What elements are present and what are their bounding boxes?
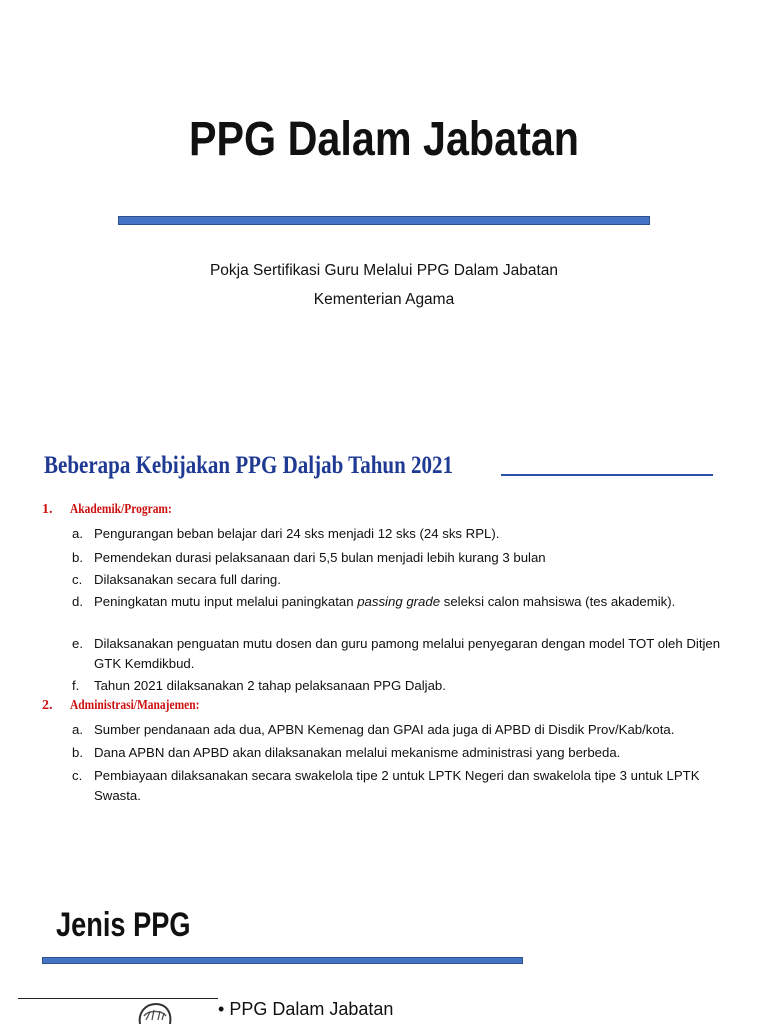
list-item [72, 766, 732, 806]
item-letter: d. [72, 594, 83, 609]
item-letter: f. [72, 678, 80, 693]
subtitle-line-2: Kementerian Agama [313, 291, 455, 308]
jenis-heading: Jenis PPG [56, 906, 191, 944]
item-text-after: seleksi calon mahsiswa (tes akademik). [440, 594, 676, 609]
item-letter: b. [72, 550, 83, 565]
item-text-italic: passing grade [357, 594, 441, 609]
list-item [72, 720, 732, 740]
section-administration [42, 698, 228, 714]
item-letter: a. [72, 722, 83, 737]
jenis-list-item [218, 999, 393, 1020]
title-divider-bar [118, 216, 650, 225]
item-letter: c. [72, 768, 83, 783]
jenis-item-text: PPG Dalam Jabatan [229, 999, 394, 1019]
item-text: Pemendekan durasi pelaksanaan dari 5,5 bulan menjadi lebih kurang 3 bulan [94, 550, 546, 565]
section-number: 2. [42, 698, 53, 713]
heading-underline [501, 474, 713, 476]
item-letter: c. [72, 572, 83, 587]
section-label: Administrasi/Manajemen: [70, 698, 200, 713]
list-item [72, 548, 732, 568]
item-letter: b. [72, 745, 83, 760]
page-title: PPG Dalam Jabatan [188, 113, 580, 166]
frame-line [18, 998, 218, 999]
list-item [72, 592, 732, 612]
item-letter: a. [72, 526, 83, 541]
item-letter: e. [72, 636, 83, 651]
policy-heading: Beberapa Kebijakan PPG Daljab Tahun 2021 [44, 452, 454, 479]
item-text: Sumber pendanaan ada dua, APBN Kemenag dan GPAI ada juga di APBD di Disdik Prov/Kab/kota. [94, 722, 675, 737]
item-text-before: Peningkatan mutu input melalui paningkatan [94, 594, 358, 609]
section-number: 1. [42, 502, 53, 517]
person-illustration [132, 1002, 176, 1024]
list-item [72, 743, 732, 763]
item-text: Pembiayaan dilaksanakan secara swakelola tipe 2 untuk LPTK Negeri dan swakelola tipe 3 untuk LPTK Swasta. [94, 768, 700, 803]
list-item [72, 676, 732, 696]
item-text: Tahun 2021 dilaksanakan 2 tahap pelaksanaan PPG Daljab. [94, 678, 446, 693]
list-item [72, 634, 732, 674]
item-text [94, 592, 732, 612]
item-text: Dilaksanakan secara full daring. [94, 572, 281, 587]
section-label: Akademik/Program: [70, 502, 172, 517]
item-text: Dana APBN dan APBD akan dilaksanakan melalui mekanisme administrasi yang berbeda. [94, 745, 621, 760]
subtitle-line-1: Pokja Sertifikasi Guru Melalui PPG Dalam Jabatan [209, 262, 559, 279]
list-item [72, 524, 732, 544]
jenis-divider-bar [42, 957, 523, 964]
item-text: Pengurangan beban belajar dari 24 sks menjadi 12 sks (24 sks RPL). [94, 526, 500, 541]
list-item [72, 570, 732, 590]
section-academic [42, 502, 194, 518]
item-text: Dilaksanakan penguatan mutu dosen dan guru pamong melalui penyegaran dengan model TOT oleh Ditjen GTK Kemdikbud. [94, 636, 721, 671]
bullet: • [218, 999, 225, 1019]
